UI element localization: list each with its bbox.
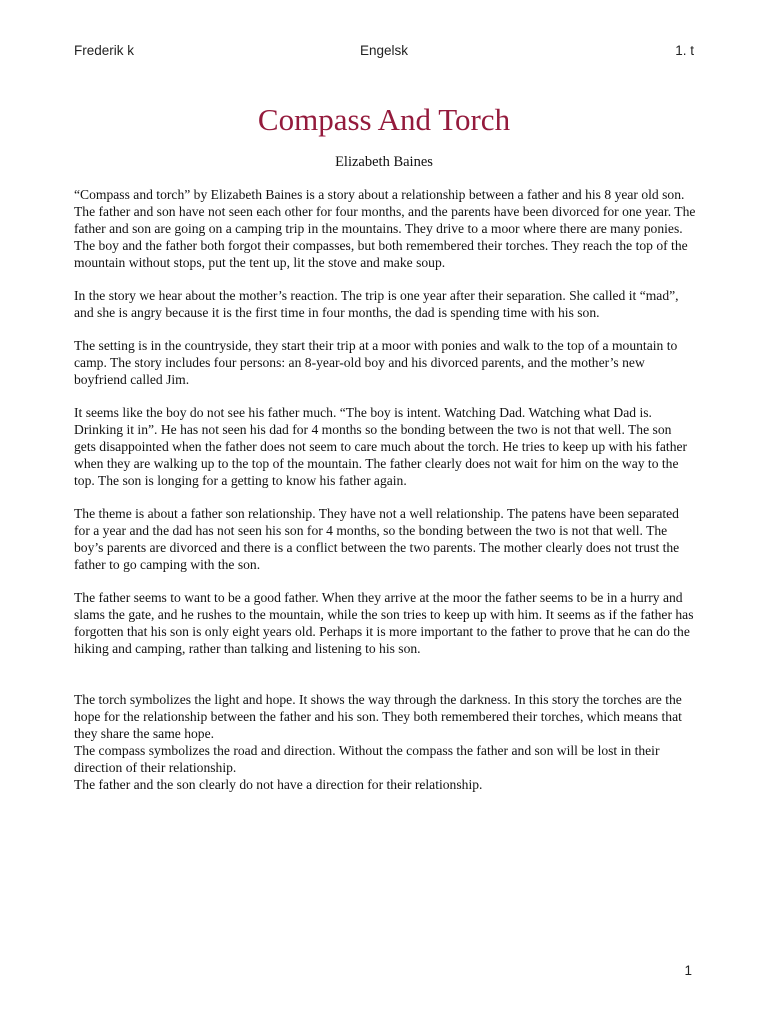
paragraph-setting: The setting is in the countryside, they start their trip at a moor with ponies and walk to the top of a mountain to camp. The story includes four persons: an 8-year-old boy and his divorced parents, and the mother’s new boyfriend called Jim.	[74, 338, 678, 387]
paragraph-theme: The theme is about a father son relationship. They have not a well relationship. The patens have been separated for a year and the dad has not seen his son for 4 months, so the bonding between the two is not that well. The boy’s parents are divorced and there is a conflict between the two parents. The mother clearly does not trust the father to go camping with the son.	[74, 506, 680, 572]
paragraph-torch-symbol: The torch symbolizes the light and hope. It shows the way through the darkness. In this story the torches are the hope for the relationship between the father and his son. They both remembered their torches, which means that they share the same hope.	[74, 692, 682, 741]
page-number: 1	[684, 963, 692, 978]
paragraph-father: The father seems to want to be a good father. When they arrive at the moor the father seems to be in a hurry and slams the gate, and he rushes to the mountain, while the son tries to keep up with him. It seems as if the father has forgotten that his son is only eight years old. Perhaps it is more important to the father to prove that he can do the hiking and camping, rather than talking and listening to his son.	[74, 590, 694, 656]
header-subject: Engelsk	[359, 43, 409, 58]
paragraph-summary: “Compass and torch” by Elizabeth Baines is a story about a relationship between a father and his 8 year old son. The father and son have not seen each other for four months, and the parents have been divorced for one year. The father and son are going on a camping trip in the mountains. They drive to a moor where there are many ponies. The boy and the father both forgot their compasses, but both remembered their torches. They reach the top of the mountain without stops, put the tent up, lit the stove and make soup.	[74, 187, 696, 270]
header-author: Frederik k	[74, 43, 135, 58]
paragraph-boy: It seems like the boy do not see his father much. “The boy is intent. Watching Dad. Watching what Dad is. Drinking it in”. He has not seen his dad for 4 months so the bonding between the two is not that well. The son gets disappointed when the father does not seem to care much about the torch. He tries to keep up with his father when they are walking up to the top of the mountain. The father clearly does not wait for him on the way to the top. The son is longing for a getting to know his father again.	[74, 405, 688, 488]
paragraph-compass-symbol: The compass symbolizes the road and direction. Without the compass the father and son will be lost in their direction of their relationship.	[74, 743, 660, 775]
document-author: Elizabeth Baines	[335, 154, 433, 170]
header-class: 1. t	[675, 43, 694, 58]
paragraph-mother-reaction: In the story we hear about the mother’s reaction. The trip is one year after their separation. She called it “mad”, and she is angry because it is the first time in four months, the dad is spending time with his son.	[74, 288, 679, 320]
page-header	[74, 43, 694, 63]
document-title: Compass And Torch	[257, 102, 511, 137]
document-body	[74, 186, 696, 793]
paragraph-direction: The father and the son clearly do not have a direction for their relationship.	[74, 777, 483, 792]
